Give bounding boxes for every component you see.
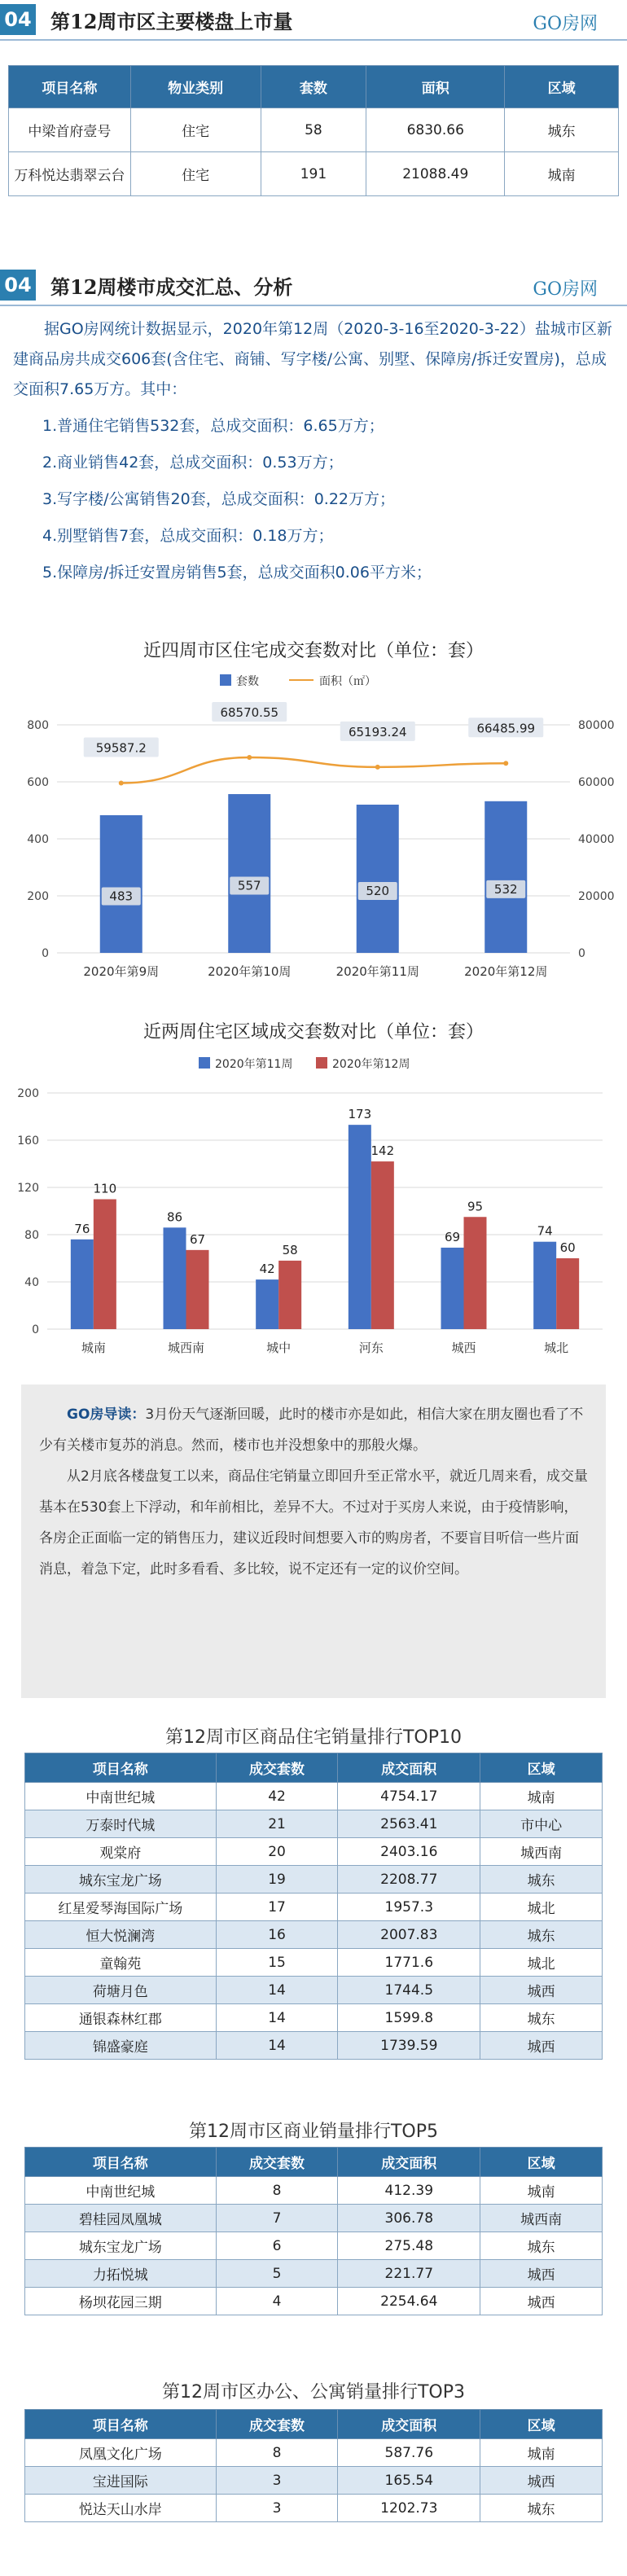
summary-item: 5.保障房/拆迁安置房销售5套，总成交面积0.06平方米； bbox=[42, 564, 432, 581]
cell: 城东 bbox=[480, 1921, 603, 1949]
bar-value-label: 532 bbox=[493, 881, 518, 897]
cell: 221.77 bbox=[338, 2260, 480, 2288]
summary-item: 1.普通住宅销售532套，总成交面积：6.65万方； bbox=[42, 417, 384, 435]
y2-tick-label: 60000 bbox=[578, 776, 615, 789]
cell: 城西南 bbox=[480, 1838, 603, 1866]
y-tick-label: 160 bbox=[17, 1134, 39, 1148]
legend-label: 2020年第11周 bbox=[215, 1058, 293, 1071]
col-header: 成交套数 bbox=[216, 2148, 338, 2177]
cell: 6 bbox=[216, 2232, 338, 2260]
cell: 城西 bbox=[480, 2288, 603, 2315]
cell: 14 bbox=[216, 2032, 338, 2060]
cell: 城南 bbox=[505, 152, 619, 196]
cell: 城西南 bbox=[480, 2205, 603, 2232]
x-tick-label: 城西 bbox=[451, 1341, 476, 1355]
cell: 城东 bbox=[480, 2495, 603, 2522]
cell: 宝进国际 bbox=[25, 2467, 217, 2495]
cell: 412.39 bbox=[338, 2177, 480, 2205]
top5-table bbox=[24, 2147, 603, 2315]
bar-value-label: 557 bbox=[237, 878, 261, 893]
supply-table bbox=[8, 65, 619, 196]
cell: 市中心 bbox=[480, 1810, 603, 1838]
cell: 城南 bbox=[480, 2177, 603, 2205]
table-row bbox=[25, 2205, 603, 2232]
section2-header bbox=[0, 265, 627, 306]
col-header: 面积 bbox=[366, 66, 505, 108]
table-row bbox=[9, 152, 619, 196]
cell: 通银森林红郡 bbox=[25, 2004, 217, 2032]
cell: 悦达天山水岸 bbox=[25, 2495, 217, 2522]
table-row bbox=[25, 1783, 603, 1810]
cell: 8 bbox=[216, 2439, 338, 2467]
cell: 城东宝龙广场 bbox=[25, 2232, 217, 2260]
cell: 1739.59 bbox=[338, 2032, 480, 2060]
section-title: 第12周市区主要楼盘上市量 bbox=[50, 9, 293, 33]
cell: 21 bbox=[216, 1810, 338, 1838]
col-header: 成交套数 bbox=[216, 1753, 338, 1783]
bar-week11 bbox=[441, 1248, 464, 1329]
table-row bbox=[25, 1921, 603, 1949]
col-header: 区域 bbox=[480, 1753, 603, 1783]
col-header: 区域 bbox=[480, 2410, 603, 2439]
top3-title: 第12周市区办公、公寓销量排行TOP3 bbox=[161, 2382, 465, 2403]
bar-value-label: 110 bbox=[93, 1181, 117, 1196]
y-tick-label: 800 bbox=[27, 719, 49, 732]
section-title: 第12周楼市成交汇总、分析 bbox=[50, 274, 293, 299]
col-header: 项目名称 bbox=[9, 66, 131, 108]
bar bbox=[484, 801, 527, 953]
cell: 城西 bbox=[480, 2260, 603, 2288]
y-tick-label: 40 bbox=[24, 1276, 39, 1289]
cell: 2563.41 bbox=[338, 1810, 480, 1838]
y-tick-label: 400 bbox=[27, 833, 49, 846]
table-row bbox=[25, 1810, 603, 1838]
cell: 2208.77 bbox=[338, 1866, 480, 1894]
line-value-label: 59587.2 bbox=[95, 740, 147, 756]
table-row bbox=[25, 1977, 603, 2004]
cell: 中南世纪城 bbox=[25, 1783, 217, 1810]
x-tick-label: 城南 bbox=[81, 1341, 106, 1355]
cell: 17 bbox=[216, 1894, 338, 1921]
col-header: 成交面积 bbox=[338, 2148, 480, 2177]
cell: 杨坝花园三期 bbox=[25, 2288, 217, 2315]
brand-logo: GO房网 bbox=[533, 279, 598, 300]
cell: 14 bbox=[216, 2004, 338, 2032]
summary-item: 4.别墅销售7套，总成交面积：0.18万方； bbox=[42, 527, 334, 545]
cell: 城北 bbox=[480, 1894, 603, 1921]
col-header: 套数 bbox=[261, 66, 366, 108]
cell: 2254.64 bbox=[338, 2288, 480, 2315]
guide-note bbox=[21, 1385, 606, 1698]
x-tick-label: 城北 bbox=[544, 1341, 569, 1355]
bar bbox=[228, 794, 270, 953]
bar-week11 bbox=[533, 1242, 556, 1329]
cell: 191 bbox=[261, 152, 366, 196]
col-header: 区域 bbox=[505, 66, 619, 108]
summary-intro: 据GO房网统计数据显示，2020年第12周（2020-3-16至2020-3-22）盐城市区新建商品房共成交606套(含住宅、商铺、写字楼/公寓、别墅、保障房/拆迁安置房)，总成交面积7.65万方。其中： bbox=[13, 320, 612, 398]
x-tick-label: 2020年第12周 bbox=[464, 964, 548, 979]
cell: 万泰时代城 bbox=[25, 1810, 217, 1838]
x-tick-label: 河东 bbox=[358, 1341, 384, 1355]
section1-header bbox=[0, 0, 627, 41]
cell: 1744.5 bbox=[338, 1977, 480, 2004]
table-row bbox=[25, 2495, 603, 2522]
legend-label: 面积（㎡） bbox=[319, 675, 376, 688]
legend-swatch bbox=[199, 1057, 210, 1069]
bar-value-label: 142 bbox=[370, 1143, 395, 1159]
chart2-title: 近两周住宅区域成交套数对比（单位：套） bbox=[142, 1022, 484, 1042]
line-point bbox=[503, 761, 508, 766]
cell: 2403.16 bbox=[338, 1838, 480, 1866]
summary-item: 3.写字楼/公寓销售20套，总成交面积：0.22万方； bbox=[42, 490, 396, 508]
cell: 城东 bbox=[480, 2232, 603, 2260]
bar-value-label: 60 bbox=[559, 1240, 576, 1255]
line-point bbox=[375, 765, 380, 770]
bar-value-label: 74 bbox=[537, 1223, 553, 1239]
section-number: 04 bbox=[0, 270, 36, 301]
legend-label: 套数 bbox=[236, 675, 259, 688]
cell: 8 bbox=[216, 2177, 338, 2205]
cell: 19 bbox=[216, 1866, 338, 1894]
table-row bbox=[25, 1838, 603, 1866]
cell: 1957.3 bbox=[338, 1894, 480, 1921]
cell: 荷塘月色 bbox=[25, 1977, 217, 2004]
line-value-label: 68570.55 bbox=[220, 705, 279, 721]
cell: 恒大悦澜湾 bbox=[25, 1921, 217, 1949]
legend-swatch bbox=[316, 1057, 327, 1069]
bar-week12 bbox=[278, 1261, 301, 1329]
bar bbox=[100, 815, 142, 953]
cell: 6830.66 bbox=[366, 108, 505, 152]
table-row bbox=[25, 2232, 603, 2260]
y2-tick-label: 20000 bbox=[578, 890, 615, 903]
cell: 5 bbox=[216, 2260, 338, 2288]
line-value-label: 66485.99 bbox=[476, 721, 536, 736]
bar-week12 bbox=[556, 1258, 579, 1329]
note-paragraph-2: 从2月底各楼盘复工以来，商品住宅销量立即回升至正常水平，就近几周来看，成交量基本在530套上下浮动，和年前相比，差异不大。不过对于买房人来说，由于疫情影响，各房企正面临一定的销售压力，建议近段时间想要入市的购房者，不要盲目听信一些片面消息，着急下定，此时多看看、多比较，说不定还有一定的议价空间。 bbox=[39, 1468, 588, 1578]
cell: 城东宝龙广场 bbox=[25, 1866, 217, 1894]
cell: 城南 bbox=[480, 2439, 603, 2467]
x-tick-label: 城西南 bbox=[167, 1341, 205, 1355]
cell: 城西 bbox=[480, 2032, 603, 2060]
bar-value-label: 76 bbox=[74, 1221, 90, 1236]
y2-tick-label: 80000 bbox=[578, 719, 615, 732]
cell: 城东 bbox=[480, 1866, 603, 1894]
table-row bbox=[25, 2004, 603, 2032]
table-row bbox=[25, 2288, 603, 2315]
cell: 童翰苑 bbox=[25, 1949, 217, 1977]
cell: 住宅 bbox=[130, 152, 261, 196]
cell: 165.54 bbox=[338, 2467, 480, 2495]
y-tick-label: 200 bbox=[27, 890, 49, 903]
area-series-line bbox=[121, 757, 506, 783]
cell: 红星爱琴海国际广场 bbox=[25, 1894, 217, 1921]
cell: 锦盛豪庭 bbox=[25, 2032, 217, 2060]
summary-block bbox=[13, 314, 616, 588]
bar-value-label: 483 bbox=[109, 889, 134, 904]
cell: 城东 bbox=[480, 2004, 603, 2032]
cell: 城北 bbox=[480, 1949, 603, 1977]
cell: 凤凰文化广场 bbox=[25, 2439, 217, 2467]
col-header: 物业类别 bbox=[130, 66, 261, 108]
top3-table bbox=[24, 2409, 603, 2522]
col-header: 项目名称 bbox=[25, 2148, 217, 2177]
bar-value-label: 520 bbox=[366, 884, 390, 898]
weekly-volume-chart bbox=[0, 668, 627, 994]
brand-logo: GO房网 bbox=[533, 14, 598, 34]
table-row bbox=[25, 1949, 603, 1977]
top5-title: 第12周市区商业销量排行TOP5 bbox=[188, 2122, 438, 2142]
bar bbox=[357, 805, 399, 953]
top10-table bbox=[24, 1753, 603, 2060]
summary-item: 2.商业销售42套，总成交面积：0.53万方； bbox=[42, 454, 344, 472]
table-row bbox=[25, 2439, 603, 2467]
top10-title: 第12周市区商品住宅销量排行TOP10 bbox=[164, 1727, 462, 1748]
y-tick-label: 120 bbox=[17, 1182, 39, 1195]
bar-value-label: 42 bbox=[259, 1262, 275, 1277]
col-header: 区域 bbox=[480, 2148, 603, 2177]
bar-value-label: 69 bbox=[444, 1229, 461, 1244]
cell: 14 bbox=[216, 1977, 338, 2004]
cell: 16 bbox=[216, 1921, 338, 1949]
cell: 21088.49 bbox=[366, 152, 505, 196]
bar-week11 bbox=[349, 1125, 371, 1329]
section-number: 04 bbox=[0, 4, 36, 35]
cell: 城南 bbox=[480, 1783, 603, 1810]
table-row bbox=[25, 2032, 603, 2060]
col-header: 项目名称 bbox=[25, 1753, 217, 1783]
bar-week11 bbox=[256, 1279, 278, 1329]
cell: 15 bbox=[216, 1949, 338, 1977]
y-tick-label: 200 bbox=[17, 1087, 39, 1100]
cell: 住宅 bbox=[130, 108, 261, 152]
cell: 275.48 bbox=[338, 2232, 480, 2260]
bar-value-label: 95 bbox=[467, 1199, 484, 1214]
table-row bbox=[25, 2177, 603, 2205]
bar-week11 bbox=[164, 1227, 186, 1329]
cell: 中梁首府壹号 bbox=[9, 108, 131, 152]
cell: 1202.73 bbox=[338, 2495, 480, 2522]
col-header: 成交面积 bbox=[338, 2410, 480, 2439]
x-tick-label: 2020年第11周 bbox=[335, 964, 419, 979]
table-row bbox=[9, 108, 619, 152]
line-point bbox=[119, 780, 124, 785]
cell: 7 bbox=[216, 2205, 338, 2232]
cell: 1771.6 bbox=[338, 1949, 480, 1977]
bar-week11 bbox=[71, 1240, 94, 1329]
cell: 中南世纪城 bbox=[25, 2177, 217, 2205]
bar-week12 bbox=[464, 1217, 487, 1329]
cell: 2007.83 bbox=[338, 1921, 480, 1949]
y2-tick-label: 0 bbox=[578, 947, 585, 960]
bar-week12 bbox=[371, 1161, 394, 1329]
cell: 587.76 bbox=[338, 2439, 480, 2467]
bar-value-label: 86 bbox=[166, 1209, 183, 1225]
x-tick-label: 城中 bbox=[266, 1341, 292, 1355]
cell: 3 bbox=[216, 2495, 338, 2522]
cell: 力拓悦城 bbox=[25, 2260, 217, 2288]
cell: 3 bbox=[216, 2467, 338, 2495]
table-row bbox=[25, 2260, 603, 2288]
cell: 1599.8 bbox=[338, 2004, 480, 2032]
cell: 306.78 bbox=[338, 2205, 480, 2232]
cell: 42 bbox=[216, 1783, 338, 1810]
x-tick-label: 2020年第9周 bbox=[83, 964, 160, 979]
x-tick-label: 2020年第10周 bbox=[208, 964, 292, 979]
chart1-title: 近四周市区住宅成交套数对比（单位：套） bbox=[142, 641, 484, 661]
bar-week12 bbox=[186, 1250, 209, 1329]
line-value-label: 65193.24 bbox=[348, 724, 407, 739]
cell: 58 bbox=[261, 108, 366, 152]
cell: 观棠府 bbox=[25, 1838, 217, 1866]
cell: 4 bbox=[216, 2288, 338, 2315]
y-tick-label: 80 bbox=[24, 1229, 39, 1242]
note-lead: GO房导读： bbox=[67, 1406, 146, 1423]
cell: 20 bbox=[216, 1838, 338, 1866]
col-header: 成交套数 bbox=[216, 2410, 338, 2439]
cell: 万科悦达翡翠云台 bbox=[9, 152, 131, 196]
legend-swatch bbox=[220, 674, 231, 686]
line-point bbox=[247, 755, 252, 760]
cell: 城西 bbox=[480, 2467, 603, 2495]
table-row bbox=[25, 2467, 603, 2495]
bar-value-label: 173 bbox=[348, 1107, 372, 1122]
note-paragraph-1: 3月份天气逐渐回暖，此时的楼市亦是如此，相信大家在朋友圈也看了不少有关楼市复苏的消息。然而，楼市也并没想象中的那般火爆。 bbox=[39, 1406, 584, 1454]
bar-value-label: 67 bbox=[189, 1231, 206, 1247]
y2-tick-label: 40000 bbox=[578, 833, 615, 846]
cell: 4754.17 bbox=[338, 1783, 480, 1810]
district-volume-chart bbox=[0, 1052, 627, 1370]
col-header: 成交面积 bbox=[338, 1753, 480, 1783]
y-tick-label: 600 bbox=[27, 776, 49, 789]
bar-value-label: 58 bbox=[282, 1242, 298, 1257]
col-header: 项目名称 bbox=[25, 2410, 217, 2439]
y-tick-label: 0 bbox=[42, 947, 49, 960]
cell: 碧桂园凤凰城 bbox=[25, 2205, 217, 2232]
cell: 城东 bbox=[505, 108, 619, 152]
bar-week12 bbox=[94, 1200, 116, 1330]
legend-label: 2020年第12周 bbox=[332, 1058, 410, 1071]
y-tick-label: 0 bbox=[32, 1323, 39, 1336]
cell: 城西 bbox=[480, 1977, 603, 2004]
table-row bbox=[25, 1894, 603, 1921]
table-row bbox=[25, 1866, 603, 1894]
